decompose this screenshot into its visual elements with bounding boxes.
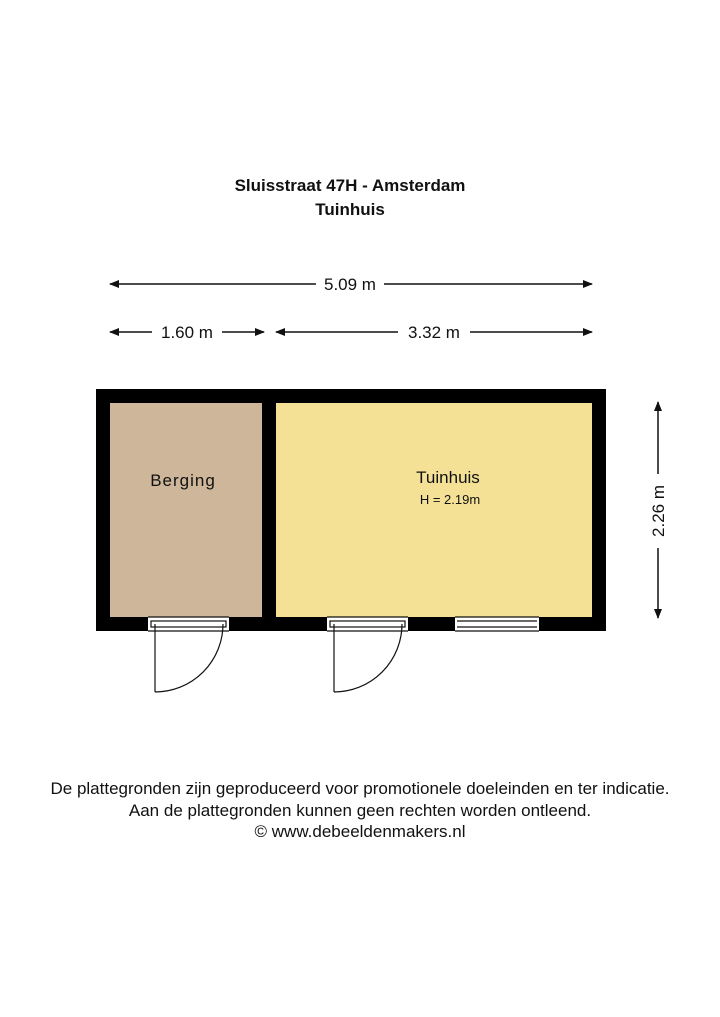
room-berging-label: Berging [150,471,216,490]
berging-door-opening [148,617,229,631]
dimension-total-width-label: 5.09 m [324,275,376,294]
room-tuinhuis-label: Tuinhuis [416,468,480,487]
dimension-berging-width-label: 1.60 m [161,323,213,342]
copyright-line: © www.debeeldenmakers.nl [254,822,466,841]
plan-subtitle: Tuinhuis [315,200,385,219]
tuinhuis-door-opening [327,617,408,631]
room-tuinhuis-height: H = 2.19m [419,492,481,507]
room-tuinhuis [276,403,592,617]
dimension-depth-label: 2.26 m [649,485,668,537]
plan-title: Sluisstraat 47H - Amsterdam [234,176,466,195]
dimension-total-width [110,275,592,294]
disclaimer-line-1: De plattegronden zijn geproduceerd voor promotionele doeleinden en ter indicatie. [50,779,670,798]
dimension-tuinhuis-width [276,323,592,342]
room-berging [110,403,262,617]
dimension-tuinhuis-width-label: 3.32 m [408,323,460,342]
window-opening [455,617,539,631]
dimension-berging-width [110,323,264,342]
dimension-depth [649,402,668,618]
disclaimer-line-2: Aan de plattegronden kunnen geen rechten worden ontleend. [128,801,592,820]
